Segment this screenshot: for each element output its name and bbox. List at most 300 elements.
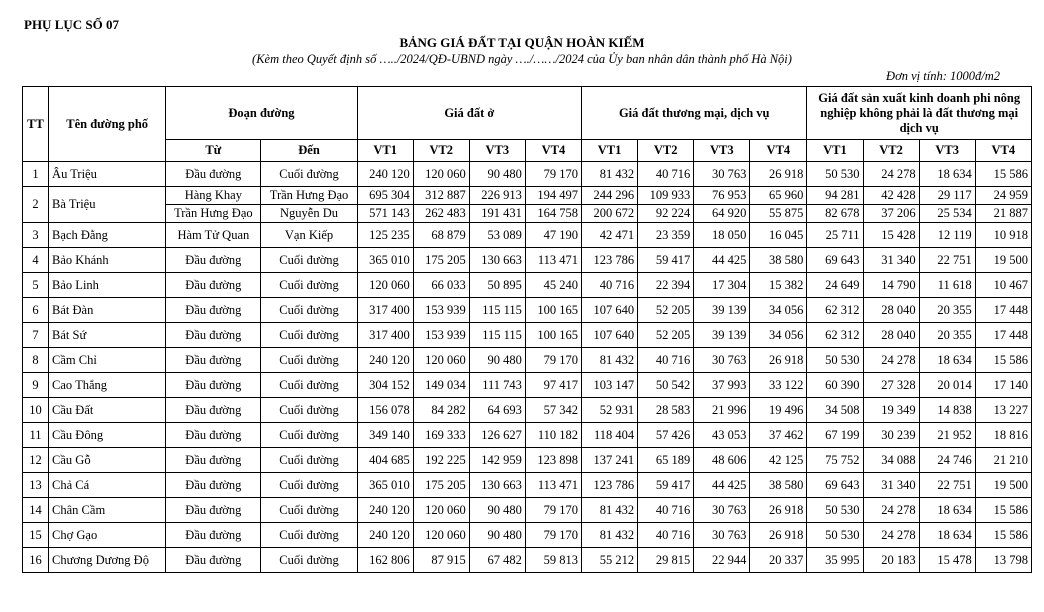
price-res-vt2: 175 205 — [413, 248, 469, 273]
price-com-vt1: 42 471 — [582, 223, 638, 248]
price-non-vt3: 22 751 — [919, 473, 975, 498]
segment-to: Cuối đường — [261, 162, 357, 187]
table-row — [23, 273, 1032, 298]
price-non-vt4: 21 887 — [975, 205, 1031, 223]
price-non-vt3: 21 952 — [919, 423, 975, 448]
price-non-vt1: 62 312 — [807, 323, 863, 348]
col-com-vt3: VT3 — [694, 140, 750, 162]
price-non-vt3: 18 634 — [919, 498, 975, 523]
price-res-vt4: 100 165 — [525, 323, 581, 348]
price-res-vt1: 240 120 — [357, 523, 413, 548]
price-non-vt4: 13 227 — [975, 398, 1031, 423]
price-com-vt4: 55 875 — [750, 205, 807, 223]
table-row — [23, 187, 1032, 205]
price-non-vt4: 21 210 — [975, 448, 1031, 473]
price-res-vt1: 695 304 — [357, 187, 413, 205]
street-name: Chân Cầm — [49, 498, 166, 523]
price-com-vt3: 44 425 — [694, 473, 750, 498]
price-com-vt3: 76 953 — [694, 187, 750, 205]
price-com-vt2: 65 189 — [638, 448, 694, 473]
price-com-vt1: 52 931 — [582, 398, 638, 423]
price-com-vt1: 81 432 — [582, 162, 638, 187]
row-number: 3 — [23, 223, 49, 248]
price-com-vt4: 20 337 — [750, 548, 807, 573]
price-com-vt2: 52 205 — [638, 298, 694, 323]
price-res-vt2: 120 060 — [413, 162, 469, 187]
price-non-vt2: 24 278 — [863, 162, 919, 187]
segment-from: Đầu đường — [166, 448, 261, 473]
price-res-vt4: 79 170 — [525, 348, 581, 373]
col-segment: Đoạn đường — [166, 87, 357, 140]
col-res-vt3: VT3 — [469, 140, 525, 162]
price-non-vt4: 13 798 — [975, 548, 1031, 573]
price-com-vt4: 38 580 — [750, 473, 807, 498]
row-number: 1 — [23, 162, 49, 187]
price-com-vt3: 44 425 — [694, 248, 750, 273]
price-com-vt4: 33 122 — [750, 373, 807, 398]
table-row — [23, 448, 1032, 473]
segment-from: Đầu đường — [166, 523, 261, 548]
price-non-vt3: 22 751 — [919, 248, 975, 273]
price-non-vt1: 34 508 — [807, 398, 863, 423]
price-com-vt1: 123 786 — [582, 248, 638, 273]
price-res-vt2: 192 225 — [413, 448, 469, 473]
segment-to: Cuối đường — [261, 498, 357, 523]
segment-from: Hàm Tử Quan — [166, 223, 261, 248]
price-non-vt4: 17 448 — [975, 298, 1031, 323]
price-res-vt3: 115 115 — [469, 298, 525, 323]
table-body — [23, 162, 1032, 573]
price-res-vt1: 317 400 — [357, 298, 413, 323]
row-number: 15 — [23, 523, 49, 548]
street-name: Chương Dương Độ — [49, 548, 166, 573]
table-row — [23, 348, 1032, 373]
price-non-vt2: 31 340 — [863, 248, 919, 273]
price-res-vt4: 79 170 — [525, 498, 581, 523]
price-non-vt1: 75 752 — [807, 448, 863, 473]
row-number: 11 — [23, 423, 49, 448]
price-com-vt2: 57 426 — [638, 423, 694, 448]
price-res-vt4: 59 813 — [525, 548, 581, 573]
price-com-vt1: 137 241 — [582, 448, 638, 473]
price-res-vt1: 162 806 — [357, 548, 413, 573]
price-res-vt2: 66 033 — [413, 273, 469, 298]
price-res-vt1: 304 152 — [357, 373, 413, 398]
price-com-vt2: 59 417 — [638, 473, 694, 498]
price-res-vt4: 100 165 — [525, 298, 581, 323]
price-res-vt4: 123 898 — [525, 448, 581, 473]
segment-to: Vạn Kiếp — [261, 223, 357, 248]
price-res-vt3: 53 089 — [469, 223, 525, 248]
price-com-vt3: 30 763 — [694, 523, 750, 548]
price-non-vt3: 11 618 — [919, 273, 975, 298]
street-name: Cầm Chỉ — [49, 348, 166, 373]
price-res-vt3: 90 480 — [469, 523, 525, 548]
price-com-vt2: 29 815 — [638, 548, 694, 573]
price-com-vt1: 81 432 — [582, 348, 638, 373]
row-number: 10 — [23, 398, 49, 423]
segment-from: Đầu đường — [166, 323, 261, 348]
price-res-vt4: 194 497 — [525, 187, 581, 205]
price-res-vt1: 365 010 — [357, 473, 413, 498]
price-res-vt3: 130 663 — [469, 248, 525, 273]
price-res-vt4: 79 170 — [525, 162, 581, 187]
segment-to: Cuối đường — [261, 348, 357, 373]
price-res-vt1: 156 078 — [357, 398, 413, 423]
price-com-vt3: 30 763 — [694, 162, 750, 187]
price-non-vt2: 24 278 — [863, 348, 919, 373]
price-com-vt4: 38 580 — [750, 248, 807, 273]
price-non-vt4: 15 586 — [975, 498, 1031, 523]
price-non-vt2: 20 183 — [863, 548, 919, 573]
price-com-vt1: 103 147 — [582, 373, 638, 398]
price-non-vt3: 29 117 — [919, 187, 975, 205]
col-to: Đến — [261, 140, 357, 162]
price-com-vt1: 81 432 — [582, 523, 638, 548]
price-non-vt3: 15 478 — [919, 548, 975, 573]
segment-from: Đầu đường — [166, 248, 261, 273]
street-name: Bạch Đằng — [49, 223, 166, 248]
price-res-vt3: 111 743 — [469, 373, 525, 398]
price-non-vt3: 18 634 — [919, 523, 975, 548]
land-price-table — [22, 86, 1032, 573]
price-res-vt3: 64 693 — [469, 398, 525, 423]
table-row — [23, 548, 1032, 573]
price-non-vt3: 24 746 — [919, 448, 975, 473]
price-non-vt2: 34 088 — [863, 448, 919, 473]
price-non-vt4: 15 586 — [975, 523, 1031, 548]
street-name: Chợ Gạo — [49, 523, 166, 548]
col-non-vt4: VT4 — [975, 140, 1031, 162]
price-com-vt2: 92 224 — [638, 205, 694, 223]
price-non-vt1: 50 530 — [807, 523, 863, 548]
row-number: 5 — [23, 273, 49, 298]
price-res-vt1: 349 140 — [357, 423, 413, 448]
price-non-vt1: 69 643 — [807, 473, 863, 498]
table-row — [23, 423, 1032, 448]
segment-from: Đầu đường — [166, 423, 261, 448]
price-non-vt3: 20 355 — [919, 323, 975, 348]
price-com-vt3: 30 763 — [694, 498, 750, 523]
price-com-vt1: 244 296 — [582, 187, 638, 205]
col-nonagri: Giá đất sản xuất kinh doanh phi nông nghiệp không phải là đất thương mại dịch vụ — [807, 87, 1032, 140]
street-name: Cao Thắng — [49, 373, 166, 398]
price-com-vt1: 55 212 — [582, 548, 638, 573]
row-number: 2 — [23, 187, 49, 223]
street-name: Cầu Đất — [49, 398, 166, 423]
price-non-vt3: 20 014 — [919, 373, 975, 398]
price-com-vt2: 40 716 — [638, 162, 694, 187]
row-number: 13 — [23, 473, 49, 498]
price-non-vt4: 17 140 — [975, 373, 1031, 398]
price-non-vt3: 18 634 — [919, 162, 975, 187]
document-title: BẢNG GIÁ ĐẤT TẠI QUẬN HOÀN KIẾM — [399, 35, 645, 50]
segment-from: Đầu đường — [166, 298, 261, 323]
col-non-vt3: VT3 — [919, 140, 975, 162]
price-non-vt1: 50 530 — [807, 498, 863, 523]
price-non-vt1: 62 312 — [807, 298, 863, 323]
segment-from: Đầu đường — [166, 398, 261, 423]
price-non-vt2: 28 040 — [863, 323, 919, 348]
price-res-vt3: 126 627 — [469, 423, 525, 448]
col-residential: Giá đất ở — [357, 87, 581, 140]
segment-to: Cuối đường — [261, 398, 357, 423]
price-res-vt4: 57 342 — [525, 398, 581, 423]
price-res-vt4: 113 471 — [525, 248, 581, 273]
segment-from: Đầu đường — [166, 498, 261, 523]
price-non-vt1: 35 995 — [807, 548, 863, 573]
table-header — [23, 87, 1032, 162]
price-res-vt2: 312 887 — [413, 187, 469, 205]
street-name: Chả Cá — [49, 473, 166, 498]
table-row — [23, 373, 1032, 398]
price-com-vt2: 28 583 — [638, 398, 694, 423]
table-row — [23, 162, 1032, 187]
segment-to: Cuối đường — [261, 523, 357, 548]
price-com-vt4: 26 918 — [750, 348, 807, 373]
table-row — [23, 205, 1032, 223]
price-res-vt1: 404 685 — [357, 448, 413, 473]
table-row — [23, 523, 1032, 548]
row-number: 6 — [23, 298, 49, 323]
price-com-vt3: 37 993 — [694, 373, 750, 398]
price-com-vt1: 40 716 — [582, 273, 638, 298]
segment-to: Cuối đường — [261, 298, 357, 323]
price-non-vt1: 82 678 — [807, 205, 863, 223]
segment-from: Đầu đường — [166, 273, 261, 298]
segment-from: Đầu đường — [166, 162, 261, 187]
price-com-vt2: 40 716 — [638, 348, 694, 373]
col-commercial: Giá đất thương mại, dịch vụ — [582, 87, 807, 140]
price-non-vt2: 24 278 — [863, 498, 919, 523]
price-non-vt4: 15 586 — [975, 162, 1031, 187]
price-res-vt3: 226 913 — [469, 187, 525, 205]
row-number: 9 — [23, 373, 49, 398]
price-com-vt2: 22 394 — [638, 273, 694, 298]
price-non-vt4: 10 467 — [975, 273, 1031, 298]
price-com-vt4: 34 056 — [750, 298, 807, 323]
price-non-vt4: 18 816 — [975, 423, 1031, 448]
price-com-vt3: 18 050 — [694, 223, 750, 248]
price-com-vt2: 50 542 — [638, 373, 694, 398]
price-com-vt3: 21 996 — [694, 398, 750, 423]
price-non-vt2: 19 349 — [863, 398, 919, 423]
price-res-vt1: 240 120 — [357, 498, 413, 523]
table-row — [23, 298, 1032, 323]
price-non-vt3: 25 534 — [919, 205, 975, 223]
street-name: Bảo Linh — [49, 273, 166, 298]
price-res-vt2: 149 034 — [413, 373, 469, 398]
col-tt: TT — [23, 87, 49, 162]
row-number: 12 — [23, 448, 49, 473]
price-res-vt1: 365 010 — [357, 248, 413, 273]
segment-to: Trần Hưng Đạo — [261, 187, 357, 205]
price-res-vt1: 317 400 — [357, 323, 413, 348]
price-res-vt2: 87 915 — [413, 548, 469, 573]
price-non-vt4: 17 448 — [975, 323, 1031, 348]
price-res-vt3: 130 663 — [469, 473, 525, 498]
price-com-vt3: 39 139 — [694, 298, 750, 323]
street-name: Bát Sứ — [49, 323, 166, 348]
price-com-vt2: 23 359 — [638, 223, 694, 248]
price-com-vt4: 34 056 — [750, 323, 807, 348]
price-com-vt1: 107 640 — [582, 323, 638, 348]
segment-from: Hàng Khay — [166, 187, 261, 205]
price-res-vt2: 169 333 — [413, 423, 469, 448]
price-res-vt1: 240 120 — [357, 162, 413, 187]
price-res-vt4: 113 471 — [525, 473, 581, 498]
price-res-vt3: 191 431 — [469, 205, 525, 223]
price-res-vt3: 50 895 — [469, 273, 525, 298]
price-non-vt2: 27 328 — [863, 373, 919, 398]
price-res-vt4: 164 758 — [525, 205, 581, 223]
col-from: Từ — [166, 140, 261, 162]
price-res-vt3: 90 480 — [469, 348, 525, 373]
price-res-vt3: 142 959 — [469, 448, 525, 473]
segment-from: Trần Hưng Đạo — [166, 205, 261, 223]
price-com-vt3: 22 944 — [694, 548, 750, 573]
price-com-vt4: 26 918 — [750, 498, 807, 523]
price-res-vt4: 47 190 — [525, 223, 581, 248]
price-com-vt4: 15 382 — [750, 273, 807, 298]
price-non-vt1: 67 199 — [807, 423, 863, 448]
price-non-vt1: 50 530 — [807, 162, 863, 187]
row-number: 14 — [23, 498, 49, 523]
row-number: 16 — [23, 548, 49, 573]
price-non-vt4: 19 500 — [975, 248, 1031, 273]
price-com-vt2: 40 716 — [638, 498, 694, 523]
price-res-vt1: 240 120 — [357, 348, 413, 373]
price-com-vt4: 65 960 — [750, 187, 807, 205]
price-non-vt4: 24 959 — [975, 187, 1031, 205]
price-non-vt2: 14 790 — [863, 273, 919, 298]
price-com-vt1: 107 640 — [582, 298, 638, 323]
table-row — [23, 248, 1032, 273]
price-non-vt3: 14 838 — [919, 398, 975, 423]
price-res-vt2: 262 483 — [413, 205, 469, 223]
price-non-vt3: 12 119 — [919, 223, 975, 248]
price-res-vt2: 175 205 — [413, 473, 469, 498]
segment-to: Cuối đường — [261, 273, 357, 298]
price-non-vt4: 19 500 — [975, 473, 1031, 498]
segment-from: Đầu đường — [166, 548, 261, 573]
price-com-vt4: 37 462 — [750, 423, 807, 448]
price-com-vt1: 118 404 — [582, 423, 638, 448]
segment-to: Cuối đường — [261, 423, 357, 448]
segment-to: Cuối đường — [261, 373, 357, 398]
price-non-vt3: 18 634 — [919, 348, 975, 373]
price-com-vt2: 52 205 — [638, 323, 694, 348]
price-non-vt2: 42 428 — [863, 187, 919, 205]
price-com-vt4: 42 125 — [750, 448, 807, 473]
price-com-vt4: 19 496 — [750, 398, 807, 423]
price-com-vt4: 26 918 — [750, 523, 807, 548]
segment-from: Đầu đường — [166, 348, 261, 373]
price-res-vt4: 110 182 — [525, 423, 581, 448]
price-non-vt2: 30 239 — [863, 423, 919, 448]
price-res-vt3: 115 115 — [469, 323, 525, 348]
price-res-vt2: 68 879 — [413, 223, 469, 248]
col-non-vt1: VT1 — [807, 140, 863, 162]
col-com-vt4: VT4 — [750, 140, 807, 162]
price-non-vt2: 28 040 — [863, 298, 919, 323]
price-res-vt1: 120 060 — [357, 273, 413, 298]
document-subtitle: (Kèm theo Quyết định số …../2024/QĐ-UBND ngày …./……/2024 của Ủy ban nhân dân thành phố Hà Nội) — [252, 52, 792, 66]
price-res-vt3: 90 480 — [469, 162, 525, 187]
price-non-vt1: 24 649 — [807, 273, 863, 298]
col-res-vt4: VT4 — [525, 140, 581, 162]
price-non-vt1: 50 530 — [807, 348, 863, 373]
col-non-vt2: VT2 — [863, 140, 919, 162]
street-name: Cầu Đông — [49, 423, 166, 448]
price-non-vt1: 25 711 — [807, 223, 863, 248]
row-number: 8 — [23, 348, 49, 373]
price-non-vt4: 15 586 — [975, 348, 1031, 373]
price-com-vt3: 64 920 — [694, 205, 750, 223]
segment-from: Đầu đường — [166, 473, 261, 498]
segment-from: Đầu đường — [166, 373, 261, 398]
price-res-vt2: 120 060 — [413, 523, 469, 548]
price-non-vt3: 20 355 — [919, 298, 975, 323]
price-non-vt4: 10 918 — [975, 223, 1031, 248]
price-non-vt1: 69 643 — [807, 248, 863, 273]
price-com-vt3: 39 139 — [694, 323, 750, 348]
price-res-vt2: 153 939 — [413, 298, 469, 323]
price-com-vt4: 26 918 — [750, 162, 807, 187]
price-res-vt1: 571 143 — [357, 205, 413, 223]
segment-to: Cuối đường — [261, 323, 357, 348]
segment-to: Cuối đường — [261, 448, 357, 473]
col-street: Tên đường phố — [49, 87, 166, 162]
price-res-vt4: 79 170 — [525, 523, 581, 548]
street-name: Bà Triệu — [49, 187, 166, 223]
price-res-vt3: 67 482 — [469, 548, 525, 573]
price-res-vt2: 153 939 — [413, 323, 469, 348]
table-row — [23, 398, 1032, 423]
price-com-vt2: 40 716 — [638, 523, 694, 548]
price-res-vt2: 120 060 — [413, 498, 469, 523]
row-number: 4 — [23, 248, 49, 273]
street-name: Cầu Gỗ — [49, 448, 166, 473]
price-com-vt3: 30 763 — [694, 348, 750, 373]
price-res-vt2: 120 060 — [413, 348, 469, 373]
segment-to: Nguyễn Du — [261, 205, 357, 223]
price-non-vt2: 15 428 — [863, 223, 919, 248]
price-com-vt3: 17 304 — [694, 273, 750, 298]
col-com-vt2: VT2 — [638, 140, 694, 162]
price-com-vt3: 43 053 — [694, 423, 750, 448]
col-res-vt1: VT1 — [357, 140, 413, 162]
price-res-vt1: 125 235 — [357, 223, 413, 248]
price-res-vt2: 84 282 — [413, 398, 469, 423]
table-row — [23, 223, 1032, 248]
price-res-vt4: 45 240 — [525, 273, 581, 298]
price-com-vt3: 48 606 — [694, 448, 750, 473]
col-com-vt1: VT1 — [582, 140, 638, 162]
table-row — [23, 323, 1032, 348]
price-non-vt2: 24 278 — [863, 523, 919, 548]
segment-to: Cuối đường — [261, 248, 357, 273]
segment-to: Cuối đường — [261, 548, 357, 573]
price-com-vt4: 16 045 — [750, 223, 807, 248]
price-non-vt2: 37 206 — [863, 205, 919, 223]
row-number: 7 — [23, 323, 49, 348]
unit-label: Đơn vị tính: 1000đ/m2 — [886, 69, 1000, 83]
price-non-vt1: 60 390 — [807, 373, 863, 398]
segment-to: Cuối đường — [261, 473, 357, 498]
price-com-vt2: 59 417 — [638, 248, 694, 273]
price-res-vt4: 97 417 — [525, 373, 581, 398]
